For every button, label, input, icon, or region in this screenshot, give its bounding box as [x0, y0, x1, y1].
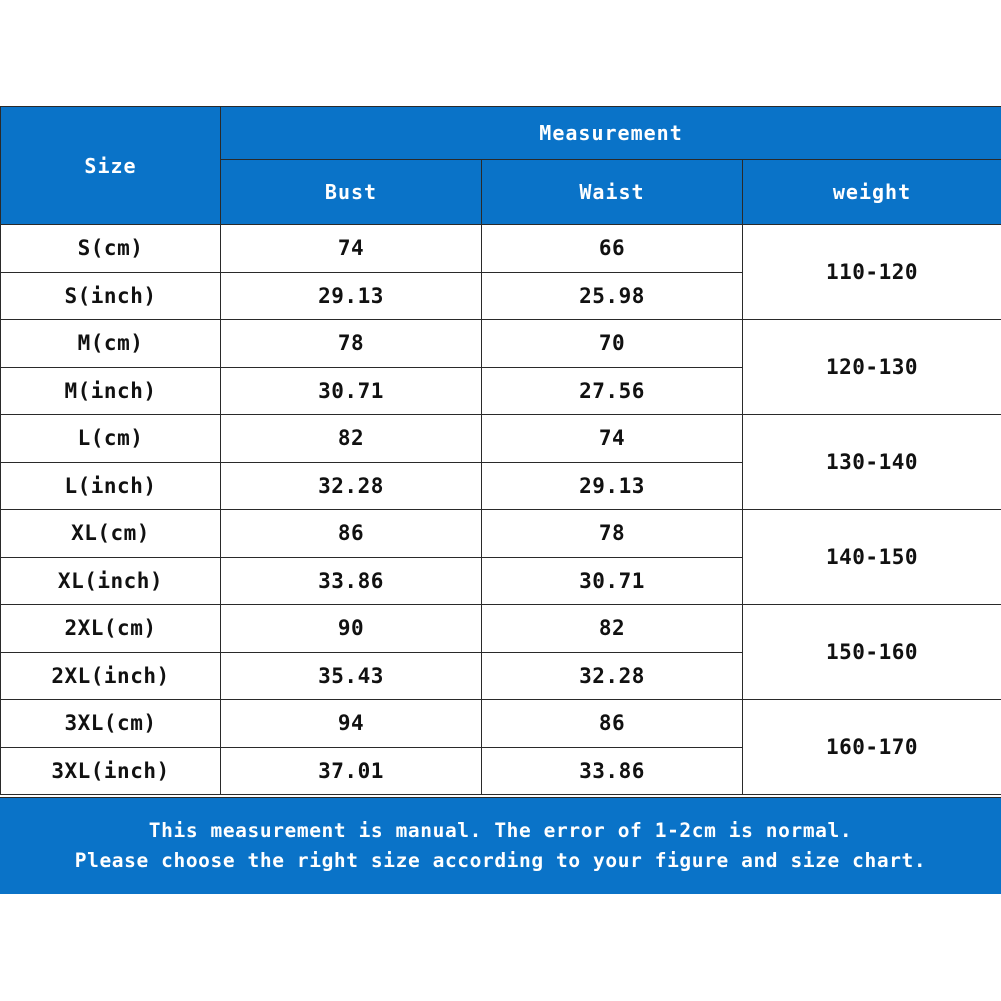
waist-cell: 29.13: [482, 462, 743, 510]
table-row: [1, 700, 1001, 748]
waist-cell: 86: [482, 700, 743, 748]
size-chart: [0, 106, 1001, 795]
bust-cell: 82: [221, 415, 482, 463]
bust-cell: 74: [221, 225, 482, 273]
size-cell: 2XL(inch): [1, 652, 221, 700]
weight-cell: 140-150: [743, 510, 1001, 605]
bust-cell: 32.28: [221, 462, 482, 510]
weight-cell: 160-170: [743, 700, 1001, 795]
size-header: Size: [1, 107, 221, 225]
bust-cell: 30.71: [221, 367, 482, 415]
size-cell: L(cm): [1, 415, 221, 463]
size-cell: S(cm): [1, 225, 221, 273]
note-line-2: Please choose the right size according to your figure and size chart.: [74, 849, 927, 872]
bust-cell: 78: [221, 320, 482, 368]
weight-header: weight: [743, 160, 1001, 225]
weight-cell: 150-160: [743, 605, 1001, 700]
weight-cell: 130-140: [743, 415, 1001, 510]
size-cell: 3XL(cm): [1, 700, 221, 748]
waist-cell: 74: [482, 415, 743, 463]
bust-cell: 37.01: [221, 747, 482, 795]
bust-cell: 35.43: [221, 652, 482, 700]
size-cell: M(inch): [1, 367, 221, 415]
waist-cell: 25.98: [482, 272, 743, 320]
bust-cell: 29.13: [221, 272, 482, 320]
waist-cell: 78: [482, 510, 743, 558]
measurement-header: Measurement: [221, 107, 1001, 160]
size-cell: 2XL(cm): [1, 605, 221, 653]
bust-cell: 86: [221, 510, 482, 558]
size-cell: S(inch): [1, 272, 221, 320]
size-table: [0, 106, 1001, 795]
table-row: [1, 320, 1001, 368]
size-cell: XL(cm): [1, 510, 221, 558]
waist-cell: 32.28: [482, 652, 743, 700]
waist-cell: 66: [482, 225, 743, 273]
waist-cell: 33.86: [482, 747, 743, 795]
size-cell: XL(inch): [1, 557, 221, 605]
table-row: [1, 225, 1001, 273]
table-row: [1, 415, 1001, 463]
bust-cell: 33.86: [221, 557, 482, 605]
bust-cell: 90: [221, 605, 482, 653]
bust-header: Bust: [221, 160, 482, 225]
waist-header: Waist: [482, 160, 743, 225]
note-line-1: This measurement is manual. The error of 1-2cm is normal.: [148, 819, 853, 842]
bust-cell: 94: [221, 700, 482, 748]
size-cell: 3XL(inch): [1, 747, 221, 795]
size-cell: M(cm): [1, 320, 221, 368]
weight-cell: 120-130: [743, 320, 1001, 415]
waist-cell: 27.56: [482, 367, 743, 415]
weight-cell: 110-120: [743, 225, 1001, 320]
waist-cell: 82: [482, 605, 743, 653]
measurement-note: [0, 797, 1001, 894]
waist-cell: 70: [482, 320, 743, 368]
size-cell: L(inch): [1, 462, 221, 510]
waist-cell: 30.71: [482, 557, 743, 605]
table-row: [1, 605, 1001, 653]
table-row: [1, 510, 1001, 558]
